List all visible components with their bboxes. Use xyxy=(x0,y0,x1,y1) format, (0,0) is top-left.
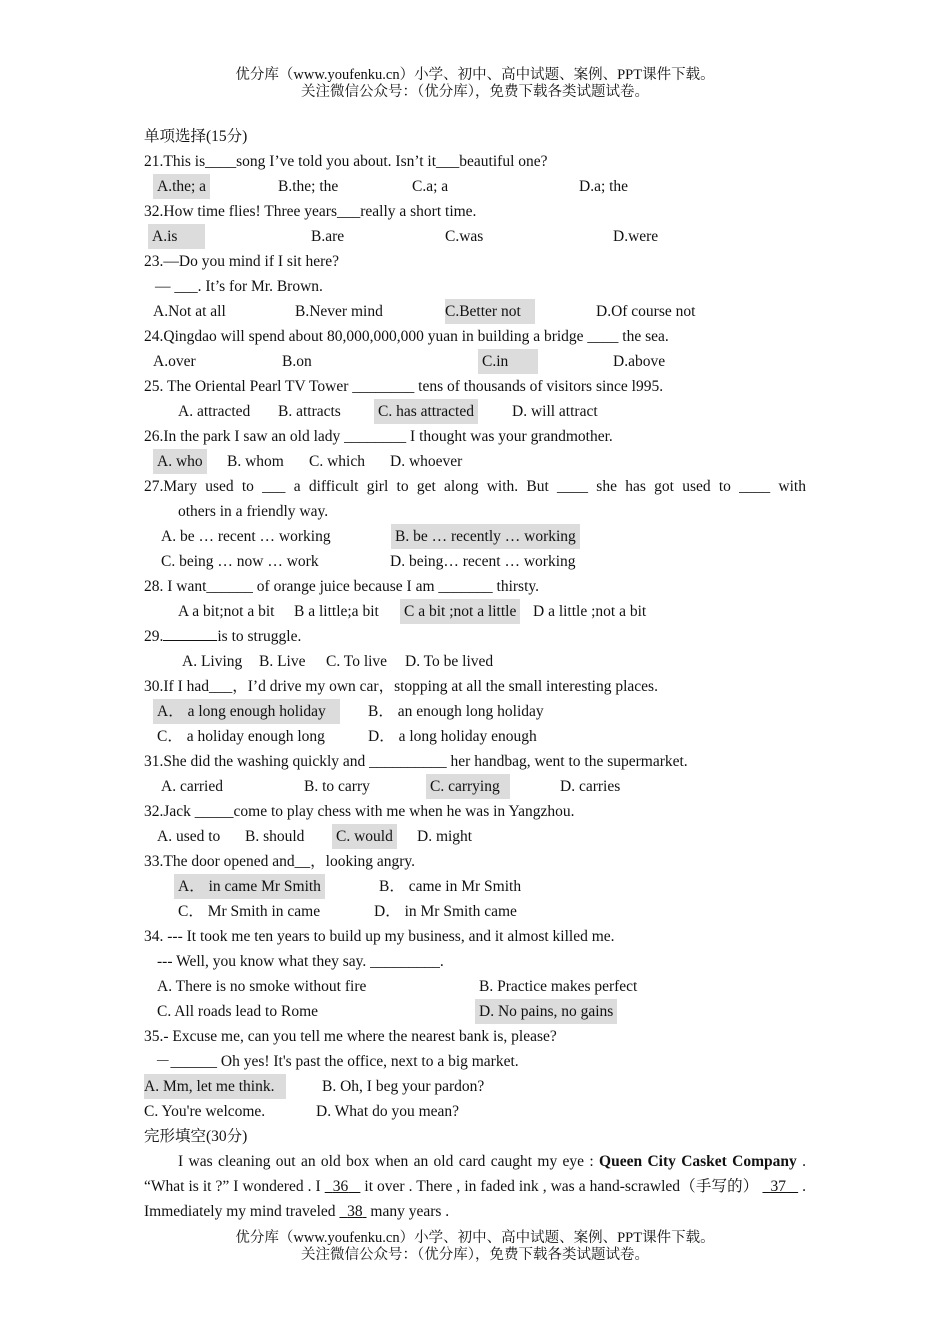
option-a: A. There is no smoke without fire xyxy=(157,978,367,995)
option-d: D. will attract xyxy=(512,403,598,420)
option-b-answer: B. be … recently … working xyxy=(391,524,580,549)
option-d: D.were xyxy=(613,228,659,245)
question-31-options xyxy=(144,774,806,799)
passage-text: it over . There , in faded ink , was a hand-scrawled（手写的） xyxy=(364,1178,759,1195)
question-24-stem: 24.Qingdao will spend about 80,000,000,000 yuan in building a bridge ____ the sea. xyxy=(144,328,669,345)
question-29-options xyxy=(144,649,806,674)
question-27-options-row2 xyxy=(144,549,806,574)
option-d: D.a; the xyxy=(579,178,629,195)
option-d: D. What do you mean? xyxy=(316,1103,460,1120)
question-22-stem: 32.How time flies! Three years___really a short time. xyxy=(144,203,477,220)
option-c: C. which xyxy=(309,453,365,470)
passage-text: many years . xyxy=(370,1203,450,1220)
option-b: B.Never mind xyxy=(295,303,383,320)
option-c-answer: C. has attracted xyxy=(374,399,478,424)
question-35-stem: 35.- Excuse me, can you tell me where the nearest bank is, please? xyxy=(144,1028,557,1045)
option-a-answer: A. who xyxy=(153,449,207,474)
option-a-answer: A. Mm, let me think. xyxy=(144,1074,286,1099)
option-d: D. whoever xyxy=(390,453,463,470)
question-29-number: 29. xyxy=(144,628,164,645)
question-28-options xyxy=(144,599,806,624)
section-title-single-choice: 单项选择(15分) xyxy=(144,128,248,145)
option-a-answer: A.the; a xyxy=(153,174,210,199)
option-a: A. attracted xyxy=(178,403,251,420)
option-c: C. All roads lead to Rome xyxy=(157,1003,319,1020)
option-d: D.above xyxy=(613,353,666,370)
question-34-options-row2 xyxy=(144,999,806,1024)
option-d: D. To be lived xyxy=(405,653,494,670)
question-33-options-row2 xyxy=(144,899,806,924)
question-22-options xyxy=(144,224,806,249)
header-line-1: 优分库（www.youfenku.cn）小学、初中、高中试题、案例、PPT课件下载。 xyxy=(235,67,715,83)
question-34-stem-2: --- Well, you know what they say. _________. xyxy=(157,953,444,970)
option-a-answer: A． a long enough holiday xyxy=(153,699,340,724)
question-27-options-row1 xyxy=(144,524,806,549)
option-c: C.was xyxy=(445,228,484,245)
option-d: D． in Mr Smith came xyxy=(374,903,517,920)
blank-number: 38 xyxy=(347,1203,363,1220)
option-a-answer: A.is xyxy=(148,224,205,249)
question-34-stem: 34. --- It took me ten years to build up my business, and it almost killed me. xyxy=(144,928,615,945)
option-b: B.the; the xyxy=(278,178,339,195)
blank-number: 37 xyxy=(770,1178,787,1195)
footer-line-1: 优分库（www.youfenku.cn）小学、初中、高中试题、案例、PPT课件下载。 xyxy=(235,1230,715,1246)
option-c-answer: C. would xyxy=(332,824,397,849)
option-b: B a little;a bit xyxy=(294,603,379,620)
option-d: D. being… recent … working xyxy=(390,553,576,570)
footer-line-2: 关注微信公众号：（优分库），免费下载各类试题试卷。 xyxy=(301,1247,649,1263)
option-c-answer: C a bit ;not a little xyxy=(400,599,520,624)
option-c: C. To live xyxy=(326,653,388,670)
option-d: D． a long holiday enough xyxy=(368,728,537,745)
option-a: A. used to xyxy=(157,828,221,845)
question-33-stem: 33.The door opened and__，looking angry. xyxy=(144,853,416,870)
question-28-stem: 28. I want______ of orange juice because I am _______ thirsty. xyxy=(144,578,540,595)
page-footer xyxy=(0,1230,950,1264)
option-c: C. You're welcome. xyxy=(144,1103,266,1120)
option-a: A.Not at all xyxy=(153,303,226,320)
question-21-options xyxy=(144,174,806,199)
option-c-answer: C.in xyxy=(478,349,538,374)
question-23-options xyxy=(144,299,806,324)
option-c: C.a; a xyxy=(412,178,449,195)
question-27-stem-2: others in a friendly way. xyxy=(178,503,329,520)
question-26-options xyxy=(144,449,806,474)
passage-text: . “What is it ?” I wondered . I xyxy=(144,1153,806,1195)
question-34-options-row1 xyxy=(144,974,806,999)
option-c: C. being … now … work xyxy=(161,553,319,570)
question-25-stem: 25. The Oriental Pearl TV Tower ________ tens of thousands of visitors since l995. xyxy=(144,378,664,395)
option-b: B.on xyxy=(282,353,312,370)
question-26-stem: 26.In the park I saw an old lady ________ I thought was your grandmother. xyxy=(144,428,613,445)
option-a-answer: A． in came Mr Smith xyxy=(174,874,325,899)
blank-number: 36 xyxy=(332,1178,349,1195)
option-c: C． Mr Smith in came xyxy=(178,903,321,920)
question-31-stem: 31.She did the washing quickly and __________ her handbag, went to the supermarket. xyxy=(144,753,688,770)
option-b: B.are xyxy=(311,228,345,245)
question-32-options xyxy=(144,824,806,849)
passage-text: . Immediately my mind traveled xyxy=(144,1178,807,1220)
option-b: B. whom xyxy=(227,453,284,470)
option-a: A.over xyxy=(153,353,196,370)
option-b: B. Practice makes perfect xyxy=(479,978,638,995)
passage-text: I was cleaning out an old box when an old card caught my eye : xyxy=(178,1153,594,1170)
header-line-2: 关注微信公众号：（优分库），免费下载各类试题试卷。 xyxy=(301,84,649,100)
option-b: B． an enough long holiday xyxy=(368,703,544,720)
option-d: D. carries xyxy=(560,778,621,795)
option-b: B. should xyxy=(245,828,305,845)
question-24-options xyxy=(144,349,806,374)
option-a: A a bit;not a bit xyxy=(178,603,275,620)
option-c: C． a holiday enough long xyxy=(157,728,325,745)
blank-36 xyxy=(325,1178,361,1195)
question-32-stem: 32.Jack _____come to play chess with me when he was in Yangzhou. xyxy=(144,803,575,820)
question-30-stem: 30.If I had___，I’d drive my own car，stopping at all the small interesting places. xyxy=(144,678,658,695)
question-35-options-row2 xyxy=(144,1099,806,1124)
question-29-rest: is to struggle. xyxy=(217,628,302,645)
option-c-answer: C. carrying xyxy=(426,774,510,799)
section-title-cloze: 完形填空(30分) xyxy=(144,1128,248,1145)
option-d: D a little ;not a bit xyxy=(533,603,647,620)
option-b: B． came in Mr Smith xyxy=(379,878,522,895)
question-35-options-row1 xyxy=(144,1074,806,1099)
question-25-options xyxy=(144,399,806,424)
option-b: B. Oh, I beg your pardon? xyxy=(322,1078,485,1095)
option-d-answer: D. No pains, no gains xyxy=(475,999,617,1024)
option-d: D. might xyxy=(417,828,473,845)
question-35-stem-2: －______ Oh yes! It's past the office, next to a big market. xyxy=(155,1053,519,1070)
option-a: A. Living xyxy=(182,653,243,670)
option-b: B. Live xyxy=(259,653,306,670)
question-30-options-row2 xyxy=(144,724,806,749)
question-27-stem: 27.Mary used to ___ a difficult girl to get along with. But ____ she has got used to ____ with xyxy=(144,478,806,495)
option-a: A. carried xyxy=(161,778,223,795)
answer-blank xyxy=(163,624,217,641)
blank-37 xyxy=(762,1178,798,1195)
option-b: B. attracts xyxy=(278,403,341,420)
question-33-options-row1 xyxy=(144,874,806,899)
question-21-stem: 21.This is____song I’ve told you about. Isn’t it___beautiful one? xyxy=(144,153,548,170)
option-b: B. to carry xyxy=(304,778,370,795)
page-header xyxy=(0,67,950,101)
question-29-stem xyxy=(144,624,806,649)
question-23-stem: 23.—Do you mind if I sit here? xyxy=(144,253,340,270)
passage-brand-name: Queen City Casket Company xyxy=(599,1153,797,1170)
cloze-passage xyxy=(144,1149,806,1224)
option-c-answer: C.Better not xyxy=(445,299,535,324)
question-30-options-row1 xyxy=(144,699,806,724)
option-d: D.Of course not xyxy=(596,303,696,320)
blank-38 xyxy=(339,1203,366,1220)
exam-content xyxy=(144,124,806,1224)
option-a: A. be … recent … working xyxy=(161,528,331,545)
question-23-stem-2: — ___. It’s for Mr. Brown. xyxy=(155,278,323,295)
